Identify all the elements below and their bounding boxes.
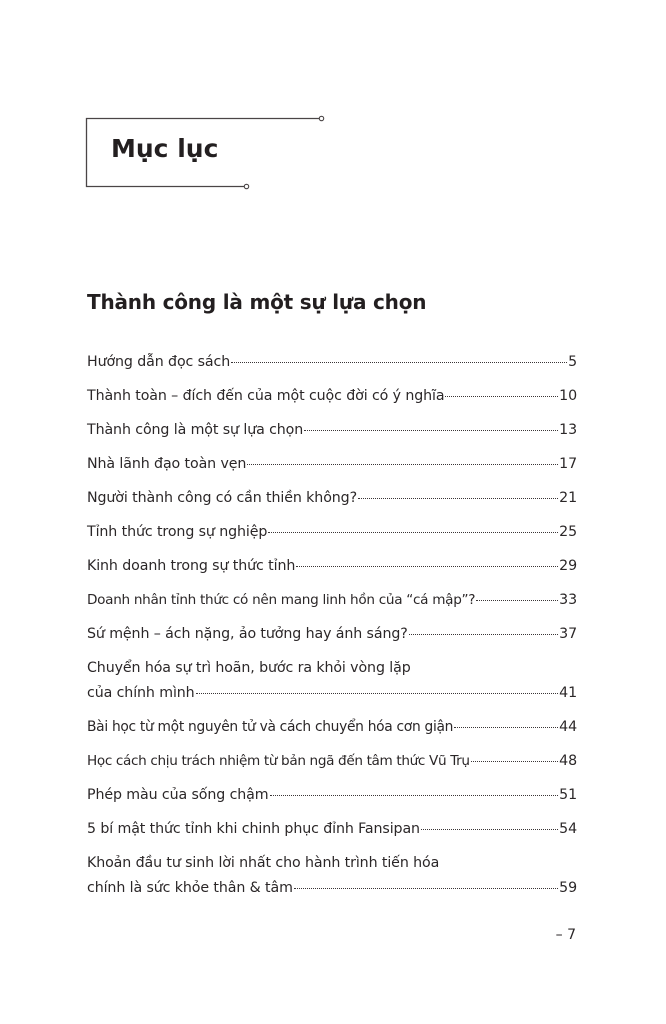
toc-entry[interactable] [87, 749, 577, 774]
dot-leader [231, 362, 567, 363]
section-heading: Thành công là một sự lựa chọn [87, 290, 427, 314]
toc-entry-title: Thành công là một sự lựa chọn [87, 422, 304, 438]
toc-entry-title-line2: chính là sức khỏe thân & tâm [87, 880, 293, 896]
toc-entry[interactable] [87, 384, 577, 409]
toc-entry-title: 5 bí mật thức tỉnh khi chinh phục đỉnh Fansipan [87, 821, 420, 837]
dot-leader [476, 600, 558, 601]
toc-entry[interactable] [87, 350, 577, 375]
toc-entry[interactable] [87, 656, 577, 706]
toc-entry-title-line2: của chính mình [87, 685, 195, 701]
toc-entry-page: 13 [559, 422, 577, 438]
page-number: – 7 [555, 927, 576, 943]
dot-leader [358, 498, 558, 499]
toc-entry-title-line1: Chuyển hóa sự trì hoãn, bước ra khỏi vòng lặp [87, 660, 411, 676]
toc-entry-title: Người thành công có cần thiền không? [87, 490, 358, 506]
toc-entry-page: 25 [559, 524, 577, 540]
toc-entry[interactable] [87, 452, 577, 477]
toc-entry-page: 33 [559, 592, 577, 608]
dot-leader [296, 566, 558, 567]
toc-entry[interactable] [87, 486, 577, 511]
toc-entry[interactable] [87, 817, 577, 842]
dot-leader [270, 795, 559, 796]
toc-entry-title: Doanh nhân tỉnh thức có nên mang linh hồn của “cá mập”? [87, 592, 476, 608]
dot-leader [421, 829, 558, 830]
dot-leader [409, 634, 558, 635]
toc-entry-page: 37 [559, 626, 577, 642]
toc-entry[interactable] [87, 715, 577, 740]
toc-entry-page: 54 [559, 821, 577, 837]
toc-entry[interactable] [87, 783, 577, 808]
toc-entry-title: Kinh doanh trong sự thức tỉnh [87, 558, 296, 574]
toc-entry-page: 48 [559, 753, 577, 769]
toc-entry-page: 41 [559, 685, 577, 701]
toc-entry[interactable] [87, 588, 577, 613]
toc-entry-title: Bài học từ một nguyên tử và cách chuyển hóa cơn giận [87, 719, 454, 735]
toc-entry-title: Hướng dẫn đọc sách [87, 354, 231, 370]
toc-entry[interactable] [87, 851, 577, 901]
toc-entry-page: 21 [559, 490, 577, 506]
toc-title-frame [0, 0, 666, 220]
toc-entry[interactable] [87, 622, 577, 647]
toc-entry-page: 59 [559, 880, 577, 896]
toc-entry-title: Tỉnh thức trong sự nghiệp [87, 524, 268, 540]
toc-entry-page: 51 [559, 787, 577, 803]
table-of-contents [87, 350, 577, 910]
dot-leader [445, 396, 558, 397]
dot-leader [454, 727, 558, 728]
toc-entry-page: 5 [568, 354, 577, 370]
dot-leader [196, 693, 559, 694]
toc-entry[interactable] [87, 520, 577, 545]
toc-entry-title: Sứ mệnh – ách nặng, ảo tưởng hay ánh sáng? [87, 626, 408, 642]
toc-entry-page: 10 [559, 388, 577, 404]
dot-leader [294, 888, 558, 889]
dot-leader [471, 761, 558, 762]
toc-entry-title: Phép màu của sống chậm [87, 787, 269, 803]
dot-leader [247, 464, 558, 465]
toc-entry[interactable] [87, 554, 577, 579]
page-title: Mục lục [111, 134, 219, 163]
toc-entry-title: Nhà lãnh đạo toàn vẹn [87, 456, 247, 472]
dot-leader [268, 532, 558, 533]
toc-entry[interactable] [87, 418, 577, 443]
toc-entry-page: 29 [559, 558, 577, 574]
toc-entry-title: Thành toàn – đích đến của một cuộc đời có ý nghĩa [87, 388, 445, 404]
toc-entry-page: 17 [559, 456, 577, 472]
toc-entry-page: 44 [559, 719, 577, 735]
title-frame-lines-icon [0, 0, 666, 220]
toc-entry-title-line1: Khoản đầu tư sinh lời nhất cho hành trình tiến hóa [87, 855, 440, 871]
dot-leader [304, 430, 558, 431]
toc-entry-title: Học cách chịu trách nhiệm từ bản ngã đến tâm thức Vũ Trụ [87, 753, 470, 769]
